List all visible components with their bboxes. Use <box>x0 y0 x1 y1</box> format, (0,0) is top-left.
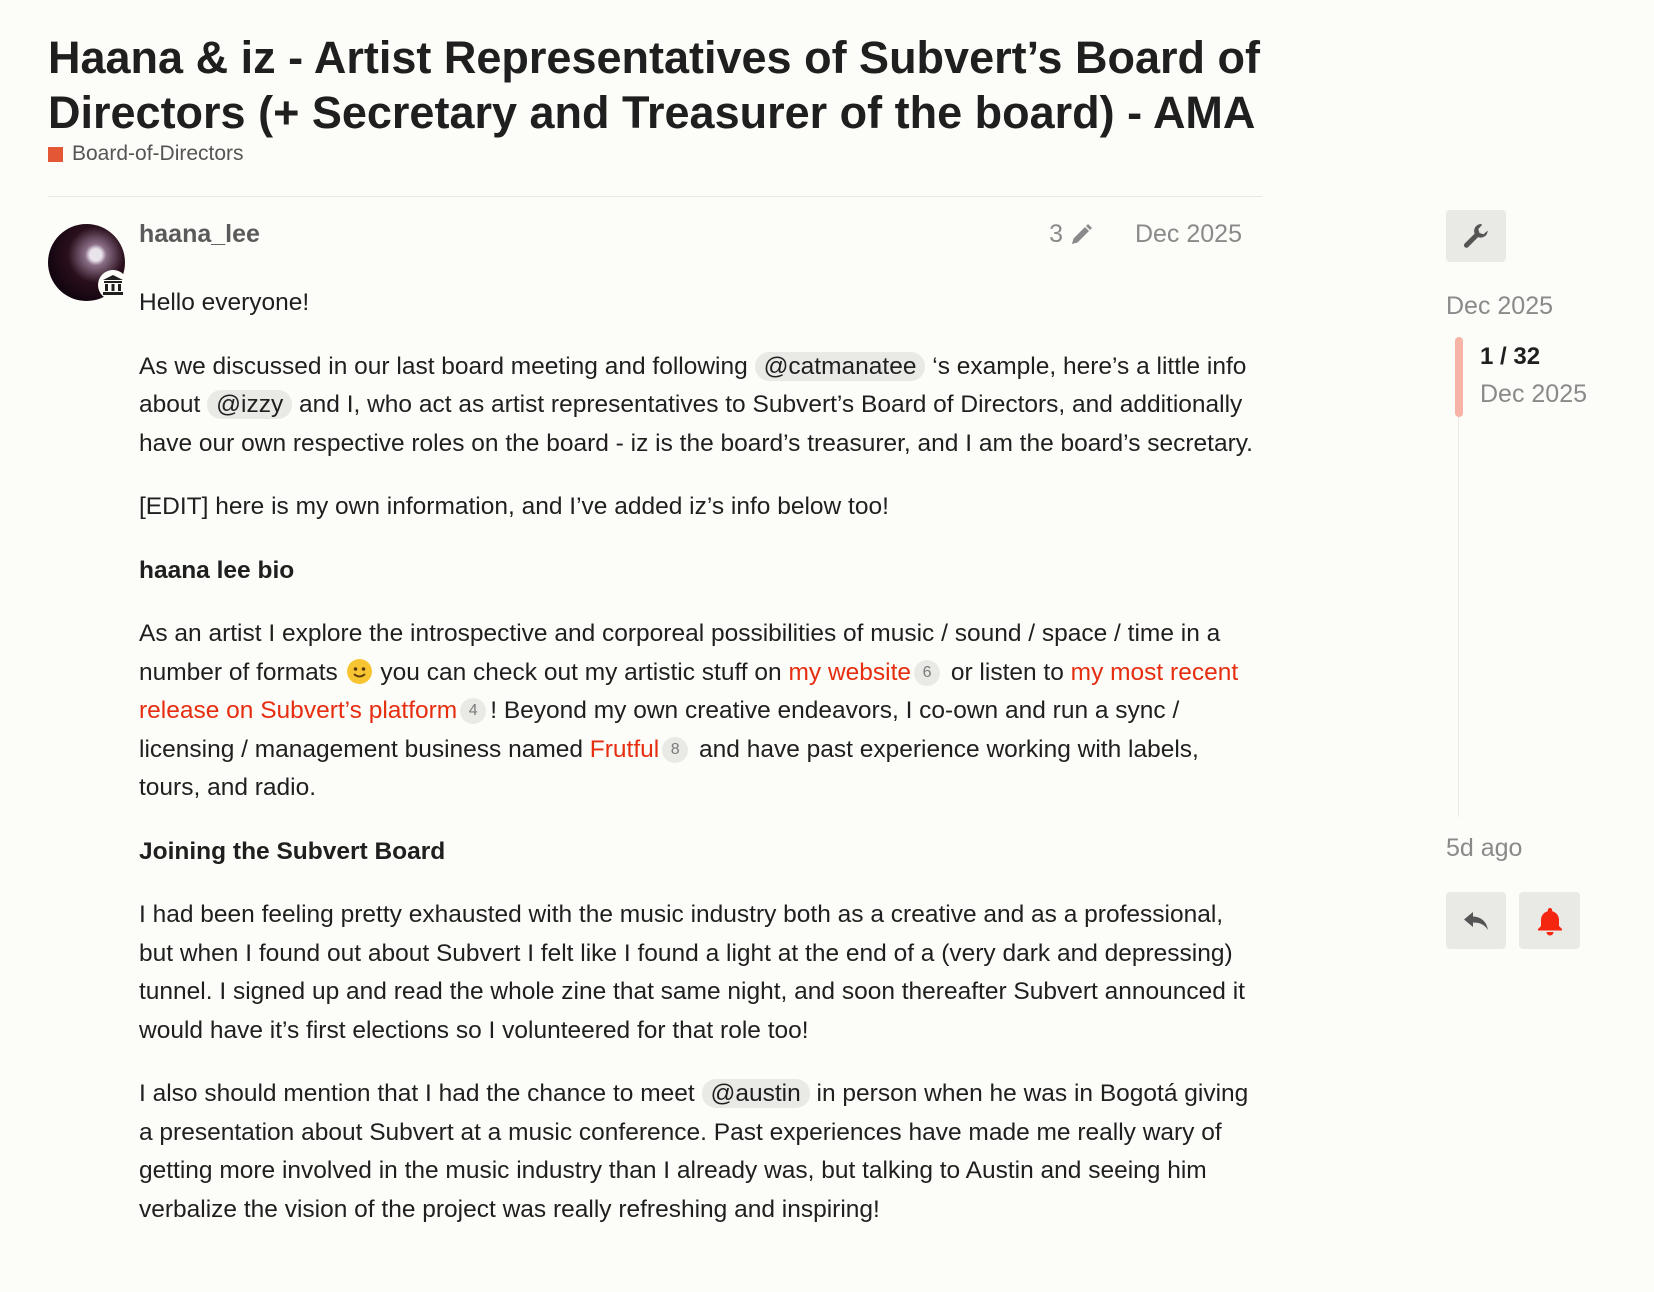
text: and have past experience working with labels, tours, and radio. <box>139 735 1199 801</box>
link-click-count: 4 <box>460 698 486 724</box>
text: As an artist I explore the introspective and corporeal possibilities of music / sound / space / time in a number of formats <box>139 620 1221 686</box>
timeline-position-date: Dec 2025 <box>1480 380 1588 408</box>
wrench-icon <box>1462 222 1490 250</box>
timeline-end-date[interactable]: 5d ago <box>1446 834 1523 862</box>
post-paragraph <box>139 1075 1254 1229</box>
notifications-button[interactable] <box>1519 892 1580 949</box>
reply-icon <box>1461 906 1491 936</box>
post-paragraph <box>139 348 1254 464</box>
category-name: Board-of-Directors <box>72 142 244 165</box>
link-my-website[interactable]: my website <box>788 658 912 686</box>
timeline-start-date[interactable]: Dec 2025 <box>1446 292 1554 320</box>
text: As we discussed in our last board meeting and following <box>139 352 755 380</box>
link-click-count: 8 <box>662 737 688 763</box>
bell-icon <box>1536 906 1564 936</box>
link-recent-release[interactable]: my most recent release on Subvert’s platform <box>139 658 1239 724</box>
text: ! Beyond my own creative endeavors, I co-own and run a sync / licensing / management business named <box>139 697 1180 763</box>
text: in person when he was in Bogotá giving a presentation about Subvert at a music conference. Past experiences have made me really wary of getting more involved in the music industry than I already was, but talking to Austin and seeing him verbalize the vision of the project was really refreshing and inspiring! <box>139 1080 1249 1223</box>
link-click-count: 6 <box>914 660 940 686</box>
bank-icon <box>98 270 128 300</box>
mention-austin[interactable]: @austin <box>702 1079 810 1108</box>
topic-title[interactable]: Haana & iz - Artist Representatives of Subvert’s Board of Directors (+ Secretary and Treasurer of the board) - AMA <box>48 32 1260 138</box>
edit-count: 3 <box>1049 220 1063 248</box>
text: I also should mention that I had the chance to meet <box>139 1080 702 1107</box>
link-frutful[interactable]: Frutful <box>589 735 660 763</box>
post-date[interactable]: Dec 2025 <box>1134 220 1242 248</box>
post-username[interactable]: haana_lee <box>139 220 260 248</box>
post-paragraph: [EDIT] here is my own information, and I’ve added iz’s info below too! <box>139 493 889 520</box>
category-badge <box>48 147 63 162</box>
title-divider <box>48 196 1262 197</box>
reply-button[interactable] <box>1446 892 1506 949</box>
timeline-position: 1 / 32 <box>1480 343 1541 370</box>
post-meta <box>1049 220 1242 249</box>
mention-catmanatee[interactable]: @catmanatee <box>755 352 926 381</box>
text: or listen to <box>944 658 1071 686</box>
category-link[interactable] <box>48 142 244 166</box>
avatar[interactable] <box>48 224 125 301</box>
text: and I, who act as artist representatives to Subvert’s Board of Directors, and additionally have our own respective roles on the board - iz is the board’s treasurer, and I am the board’s secretary. <box>139 391 1253 457</box>
timeline-scroll-handle[interactable] <box>1455 337 1463 417</box>
slightly-smiling-face-icon <box>347 659 372 684</box>
section-heading: Joining the Subvert Board <box>139 837 446 865</box>
post-greeting: Hello everyone! <box>139 289 310 316</box>
text: ‘s example, here’s a little info about <box>139 352 1247 418</box>
mention-izzy[interactable]: @izzy <box>207 390 292 419</box>
post-body <box>139 284 1254 1254</box>
pencil-icon <box>1069 223 1093 247</box>
text: you can check out my artistic stuff on <box>373 658 789 686</box>
edit-history-button[interactable] <box>1049 220 1093 249</box>
section-heading: haana lee bio <box>139 556 295 584</box>
admin-wrench-button[interactable] <box>1446 210 1506 262</box>
post-paragraph: I had been feeling pretty exhausted with the music industry both as a creative and as a professional, but when I found out about Subvert I felt like I found a light at the end of a (very dark and depressing) tunnel. I signed up and read the whole zine that same night, and soon thereafter Subvert announced it would have it’s first elections so I volunteered for that role too! <box>139 901 1245 1044</box>
post-paragraph <box>139 615 1254 808</box>
